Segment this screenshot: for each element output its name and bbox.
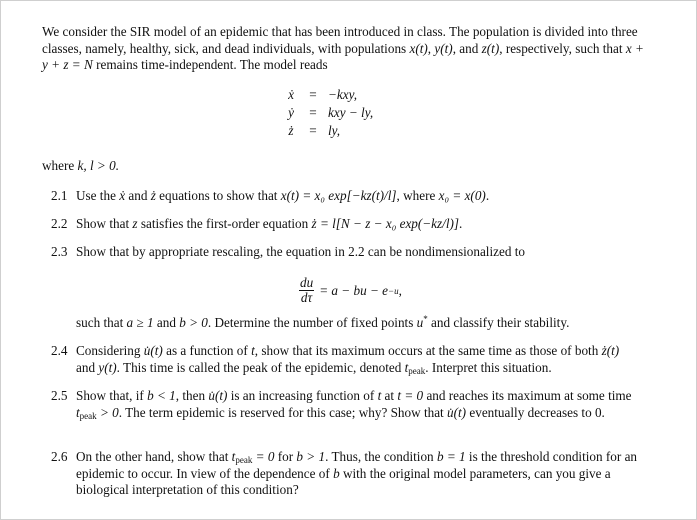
item-number: 2.4	[51, 343, 68, 358]
equation-y-dot: ẏ = kxy − ly,	[288, 105, 374, 120]
item-2-2: 2.2 Show that z satisfies the first-order equation ż = l[N − z − x₀ exp(−kz/l)].	[51, 216, 463, 231]
equation-x-dot: ẋ = −kxy,	[288, 87, 358, 102]
item-2-1: 2.1 Use the ẋ and ż equations to show that x(t) = x₀ exp[−kz(t)/l], where x₀ = x(0).	[51, 188, 490, 203]
item-2-3: 2.3 Show that by appropriate rescaling, the equation in 2.2 can be nondimensionalized to	[51, 244, 525, 259]
item-number: 2.1	[51, 188, 68, 203]
item-2-6: 2.6 On the other hand, show that $t_{peak} = 0$ for b > 1. Thus, the condition b = 1 is the threshold condition for an epidemic to occur. In view of the dependence of b with the original model parameters, can you give a biological interpretation of this condition?	[51, 449, 638, 497]
where-condition: where k, l > 0.	[42, 158, 120, 173]
item-2-3-continuation: such that a ≥ 1 and b > 0. Determine the number of fixed points u* and classify their stability.	[76, 314, 570, 330]
item-number: 2.6	[51, 449, 68, 464]
item-2-4: 2.4 Considering u̇(t) as a function of t, show that its maximum occurs at the same time as those of both ż(t) and y(t). This time is called the peak of the epidemic, denoted $t_{peak}$. Interpret this situation.	[51, 343, 620, 376]
sir-equation-system	[284, 86, 373, 140]
nondimensional-equation: $\frac{du}{d\tau}$ = a − bu − e −u ,	[300, 275, 402, 305]
item-number: 2.5	[51, 388, 68, 403]
equation-z-dot: ż = ly,	[288, 123, 341, 138]
item-2-5: 2.5 Show that, if b < 1, then u̇(t) is an increasing function of t at t = 0 and reaches its maximum at some time $t_{peak} > 0$. The term epidemic is reserved for this case; why? Show that u̇(t) eventually decreases to 0.	[51, 388, 632, 421]
item-number: 2.3	[51, 244, 68, 259]
item-number: 2.2	[51, 216, 68, 231]
intro-paragraph: We consider the SIR model of an epidemic that has been introduced in class. The population is divided into three classes, namely, healthy, sick, and dead individuals, with populations x(t), y(t), and z(t), respectively, such that x + y + z = N remains time-independent. The model reads	[42, 24, 644, 72]
du-dtau-fraction: $\frac{du}{d\tau}$	[300, 275, 314, 305]
